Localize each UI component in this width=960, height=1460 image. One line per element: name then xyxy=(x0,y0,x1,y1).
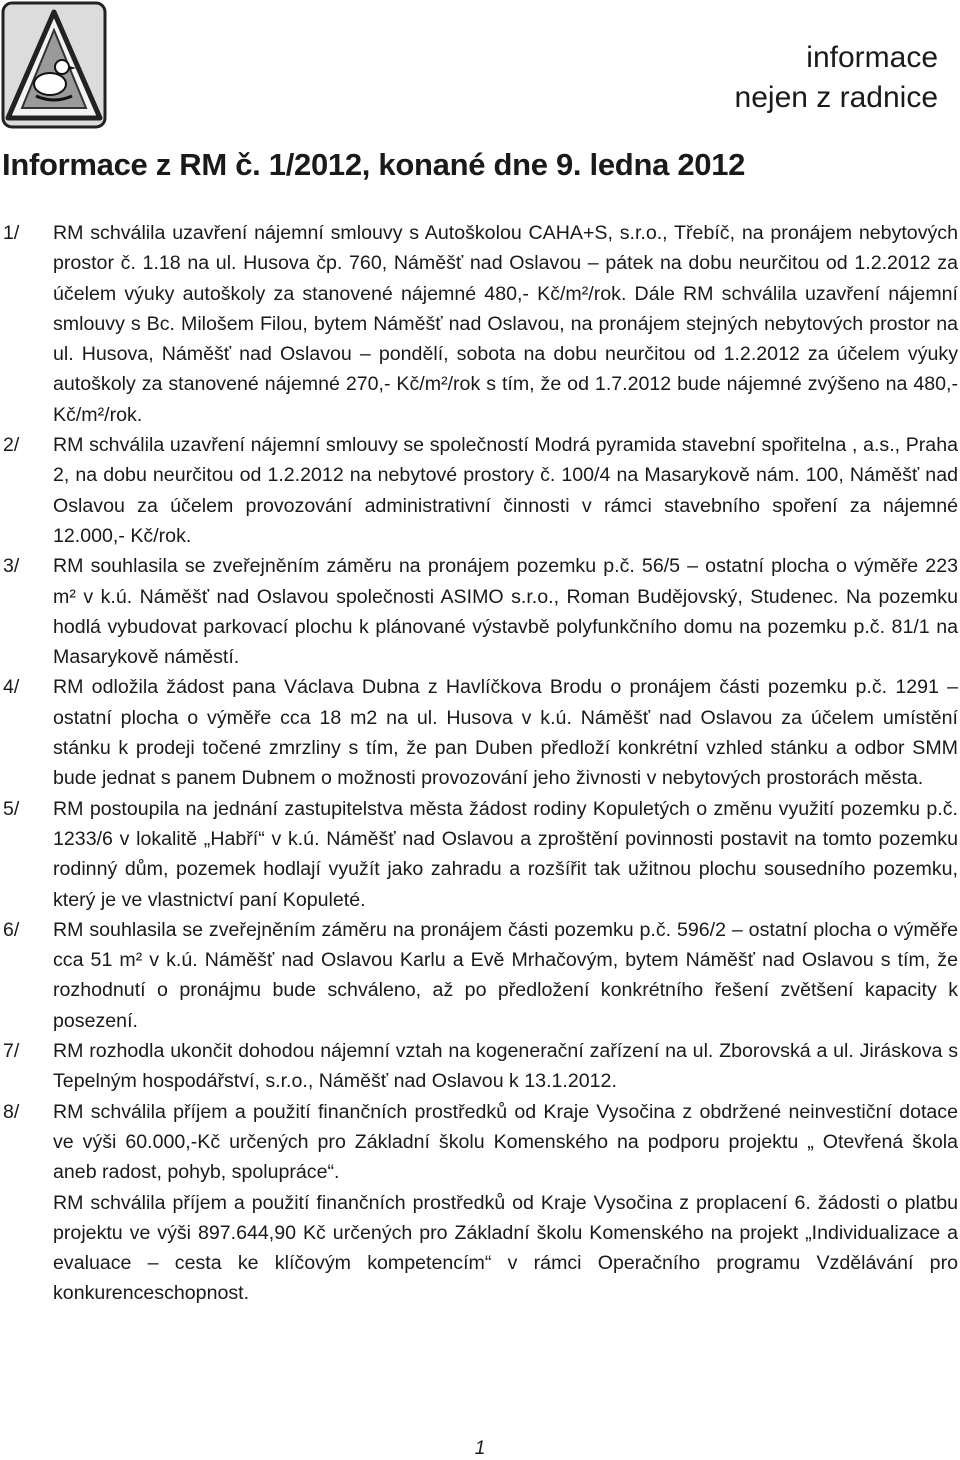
resolution-item xyxy=(0,551,960,672)
resolution-item xyxy=(0,1097,960,1309)
resolution-item xyxy=(0,1036,960,1097)
item-text: RM schválila příjem a použití finančních prostředků od Kraje Vysočina z proplacení 6. žádosti o platbu projektu ve výši 897.644,90 Kč určených pro Základní školu Komenského na projekt „Individualizace a evaluace – cesta ke klíčovým kompetencím“ v rámci Operačního programu Vzdělávání pro konkurenceschopnost. xyxy=(53,1191,958,1305)
section-tag xyxy=(735,38,938,118)
item-text: RM schválila příjem a použití finančních prostředků od Kraje Vysočina z obdržené neinvestiční dotace ve výši 60.000,-Kč určených pro Základní školu Komenského na podporu projektu „ Otevřená škola aneb radost, pohyb, spolupráce“. xyxy=(53,1100,958,1184)
resolution-item xyxy=(0,430,960,551)
resolution-item xyxy=(0,218,960,430)
item-number: 3/ xyxy=(3,555,20,578)
item-text: RM souhlasila se zveřejněním záměru na pronájem pozemku p.č. 56/5 – ostatní plocha o výměře 223 m² v k.ú. Náměšť nad Oslavou společnosti ASIMO s.r.o., Roman Budějovský, Studenec. Na pozemku hodlá vybudovat parkovací plochu k plánované výstavbě polyfunkčního domu na pozemku p.č. 81/1 na Masarykově náměstí. xyxy=(53,555,958,669)
item-number: 1/ xyxy=(3,222,20,244)
resolution-item xyxy=(0,672,960,793)
item-number: 6/ xyxy=(3,918,20,941)
item-number: 7/ xyxy=(3,1040,20,1063)
item-text: RM schválila uzavření nájemní smlouvy s Autoškolou CAHA+S, s.r.o., Třebíč, na pronájem nebytových prostor č. 1.18 na ul. Husova čp. 760, Náměšť nad Oslavou – pátek na dobu neurčitou od 1.2.2012 za účelem výuky autoškoly za stanovené nájemné 480,- Kč/m²/rok. Dále RM schválila uzavření nájemní smlouvy s Bc. Milošem Filou, bytem Náměšť nad Oslavou, na pronájem stejných nebytových prostor na ul. Husova, Náměšť nad Oslavou – pondělí, sobota na dobu neurčitou od 1.2.2012 za účelem výuky autoškoly za stanovené nájemné 270,- Kč/m²/rok s tím, že od 1.7.2012 bude nájemné zvýšeno na 480,- Kč/m²/rok. xyxy=(53,222,958,426)
item-text: RM odložila žádost pana Václava Dubna z Havlíčkova Brodu o pronájem části pozemku p.č. 1291 – ostatní plocha o výměře cca 18 m2 na ul. Husova v k.ú. Náměšť nad Oslavou za účelem umístění stánku k prodeji točené zmrzliny s tím, že pan Duben předloží konkrétní vzhled stánku a odbor SMM bude jednat s panem Dubnem o možnosti provozování jeho živnosti v nebytových prostorách města. xyxy=(53,676,958,790)
resolution-list xyxy=(0,218,960,1309)
page-title: Informace z RM č. 1/2012, konané dne 9. ledna 2012 xyxy=(2,147,746,182)
item-text: RM postoupila na jednání zastupitelstva města žádost rodiny Kopuletých o změnu využití pozemku p.č. 1233/6 v lokalitě „Habří“ v k.ú. Náměšť nad Oslavou a zproštění povinnosti postavit na tomto pozemku rodinný dům, pozemek hodlají využít jako zahradu a rozšířit tak užitnou plochu sousedního pozemku, který je ve vlastnictví paní Kopuleté. xyxy=(53,797,958,911)
item-number: 8/ xyxy=(3,1100,20,1123)
resolution-item xyxy=(0,915,960,1036)
item-number: 5/ xyxy=(3,797,20,820)
municipal-logo xyxy=(0,0,108,130)
item-number: 4/ xyxy=(3,676,20,699)
section-tag-line2: nejen z radnice xyxy=(734,81,938,114)
section-tag-line1: informace xyxy=(806,41,938,74)
item-text: RM souhlasila se zveřejněním záměru na pronájem části pozemku p.č. 596/2 – ostatní plocha o výměře cca 51 m² v k.ú. Náměšť nad Oslavou Karlu a Evě Mrhačovým, bytem Náměšť nad Oslavou s tím, že rozhodnutí o pronájmu bude schváleno, až po předložení konkrétního řešení zvětšení kapacity k posezení. xyxy=(53,918,958,1032)
item-text: RM schválila uzavření nájemní smlouvy se společností Modrá pyramida stavební spořitelna , a.s., Praha 2, na dobu neurčitou od 1.2.2012 na nebytové prostory č. 100/4 na Masarykově nám. 100, Náměšť nad Oslavou za účelem provozování administrativní činnosti v rámci stavebního spoření za nájemné 12.000,- Kč/rok. xyxy=(53,434,958,547)
page-number: 1 xyxy=(474,1438,486,1459)
resolution-item xyxy=(0,794,960,915)
item-number: 2/ xyxy=(3,434,20,457)
item-text: RM rozhodla ukončit dohodou nájemní vztah na kogenerační zařízení na ul. Zborovská a ul. Jiráskova s Tepelným hospodářství, s.r.o., Náměšť nad Oslavou k 13.1.2012. xyxy=(53,1040,958,1093)
